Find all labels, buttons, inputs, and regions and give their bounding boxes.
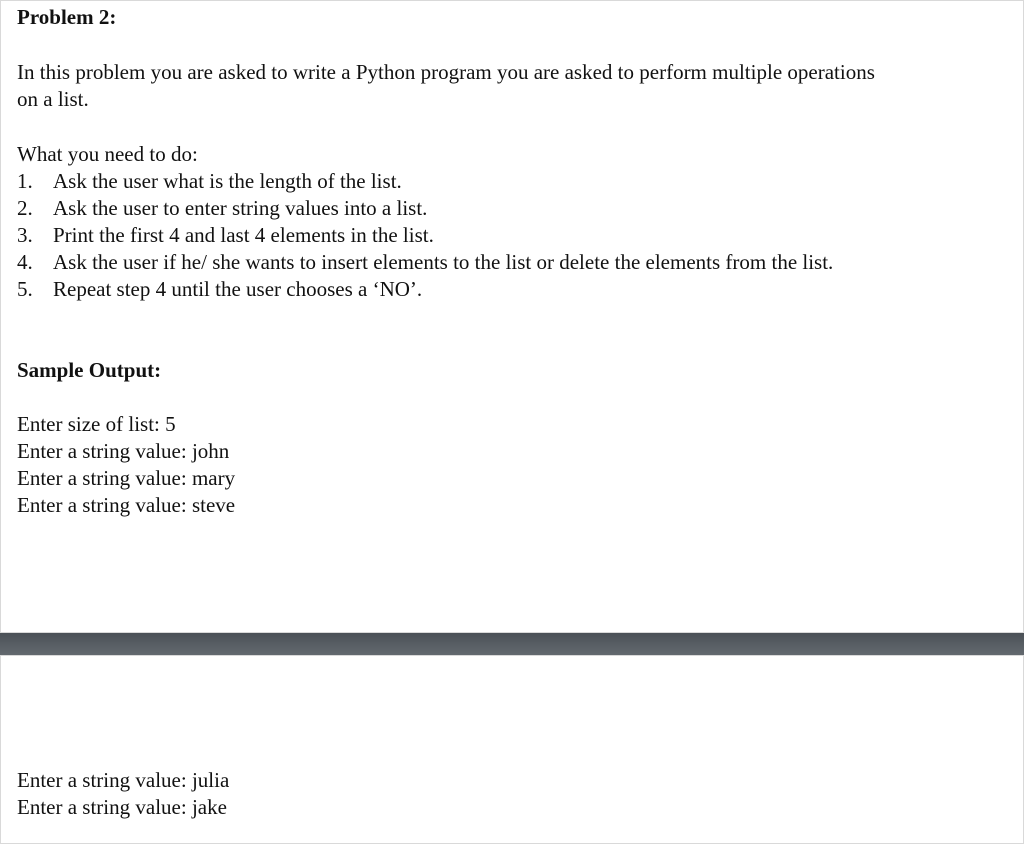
page-break-divider — [0, 633, 1024, 655]
output-line: Enter size of list: 5 — [17, 412, 176, 436]
document-page-2 — [0, 655, 1024, 844]
step-item — [17, 195, 833, 222]
step-text: Repeat step 4 until the user chooses a ‘NO’. — [53, 277, 423, 301]
output-line: Enter a string value: jake — [17, 795, 227, 819]
step-number: 5. — [17, 277, 33, 301]
sample-output-lines-page-2 — [17, 767, 229, 821]
todo-heading: What you need to do: — [17, 142, 198, 166]
step-item — [17, 168, 833, 195]
problem-heading: Problem 2: — [17, 5, 117, 29]
step-text: Ask the user to enter string values into a list. — [53, 196, 428, 220]
step-text: Ask the user what is the length of the list. — [53, 169, 402, 193]
step-number: 3. — [17, 223, 33, 247]
step-number: 4. — [17, 250, 33, 274]
step-text: Print the first 4 and last 4 elements in the list. — [53, 223, 434, 247]
output-line: Enter a string value: mary — [17, 466, 236, 490]
sample-output-lines-page-1 — [17, 411, 235, 519]
output-line: Enter a string value: julia — [17, 768, 230, 792]
step-item — [17, 222, 833, 249]
step-number: 2. — [17, 196, 33, 220]
step-item — [17, 249, 833, 276]
output-line: Enter a string value: john — [17, 439, 230, 463]
output-line: Enter a string value: steve — [17, 493, 236, 517]
step-text: Ask the user if he/ she wants to insert elements to the list or delete the elements from the list. — [53, 250, 834, 274]
intro-line-1: In this problem you are asked to write a Python program you are asked to perform multiple operations — [17, 60, 875, 84]
intro-line-2: on a list. — [17, 87, 89, 111]
step-item — [17, 276, 833, 303]
step-number: 1. — [17, 169, 33, 193]
sample-output-heading: Sample Output: — [17, 358, 162, 382]
steps-list — [17, 168, 833, 303]
